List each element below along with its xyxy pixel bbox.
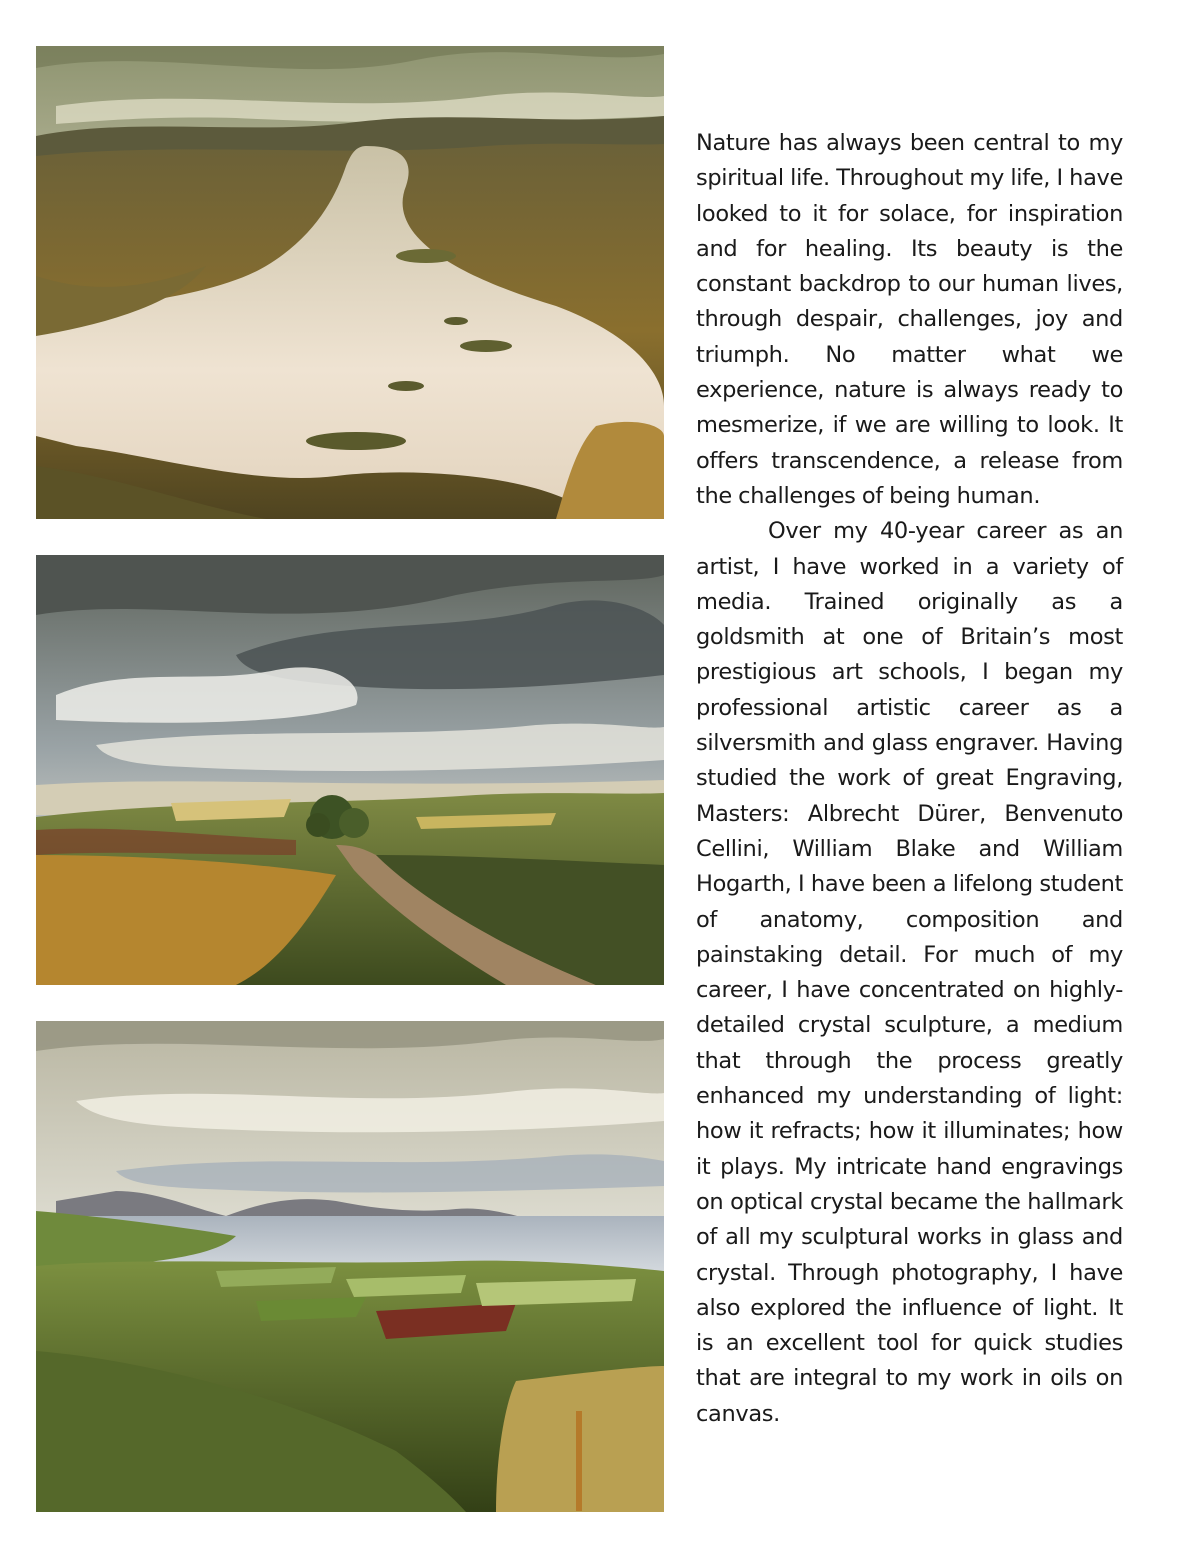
paragraph-career: Over my 40-year career as an artist, I have worked in a variety of media. Trained originally as a goldsmith at one of Britain’s most prestigious art schools, I began my professional artistic career as a silversmith and glass engraver. Having studied the work of great Engraving, Masters: Albrecht Dürer, Benvenuto Cellini, William Blake and William Hogarth, I have been a lifelong student of anatomy, composition and painstaking detail. For much of my career, I have concentrated on highly-detailed crystal sculpture, a medium that through the process greatly enhanced my understanding of light: how it refracts; how it illuminates; how it plays. My intricate hand engravings on optical crystal became the hallmark of all my sculptural works in glass and crystal. Through photography, I have also explored the influence of light. It is an excellent tool for quick studies that are integral to my work in oils on canvas. [696,518,1123,1427]
country-road-artwork [36,555,664,985]
river-moorland-artwork [36,46,664,519]
body-text-column [696,126,1123,1432]
country-road-storm-clouds-painting [36,555,664,985]
coastal-bay-fields-painting [36,1021,664,1512]
coastal-bay-artwork [36,1021,664,1512]
paragraph-intro: Nature has always been central to my spiritual life. Throughout my life, I have looked to it for solace, for inspiration and for healing. Its beauty is the constant backdrop to our human lives, through despair, challenges, joy and triumph. No matter what we experience, nature is always ready to mesmerize, if we are willing to look. It offers transcendence, a release from the challenges of being human. [696,130,1123,509]
river-moorland-painting [36,46,664,519]
